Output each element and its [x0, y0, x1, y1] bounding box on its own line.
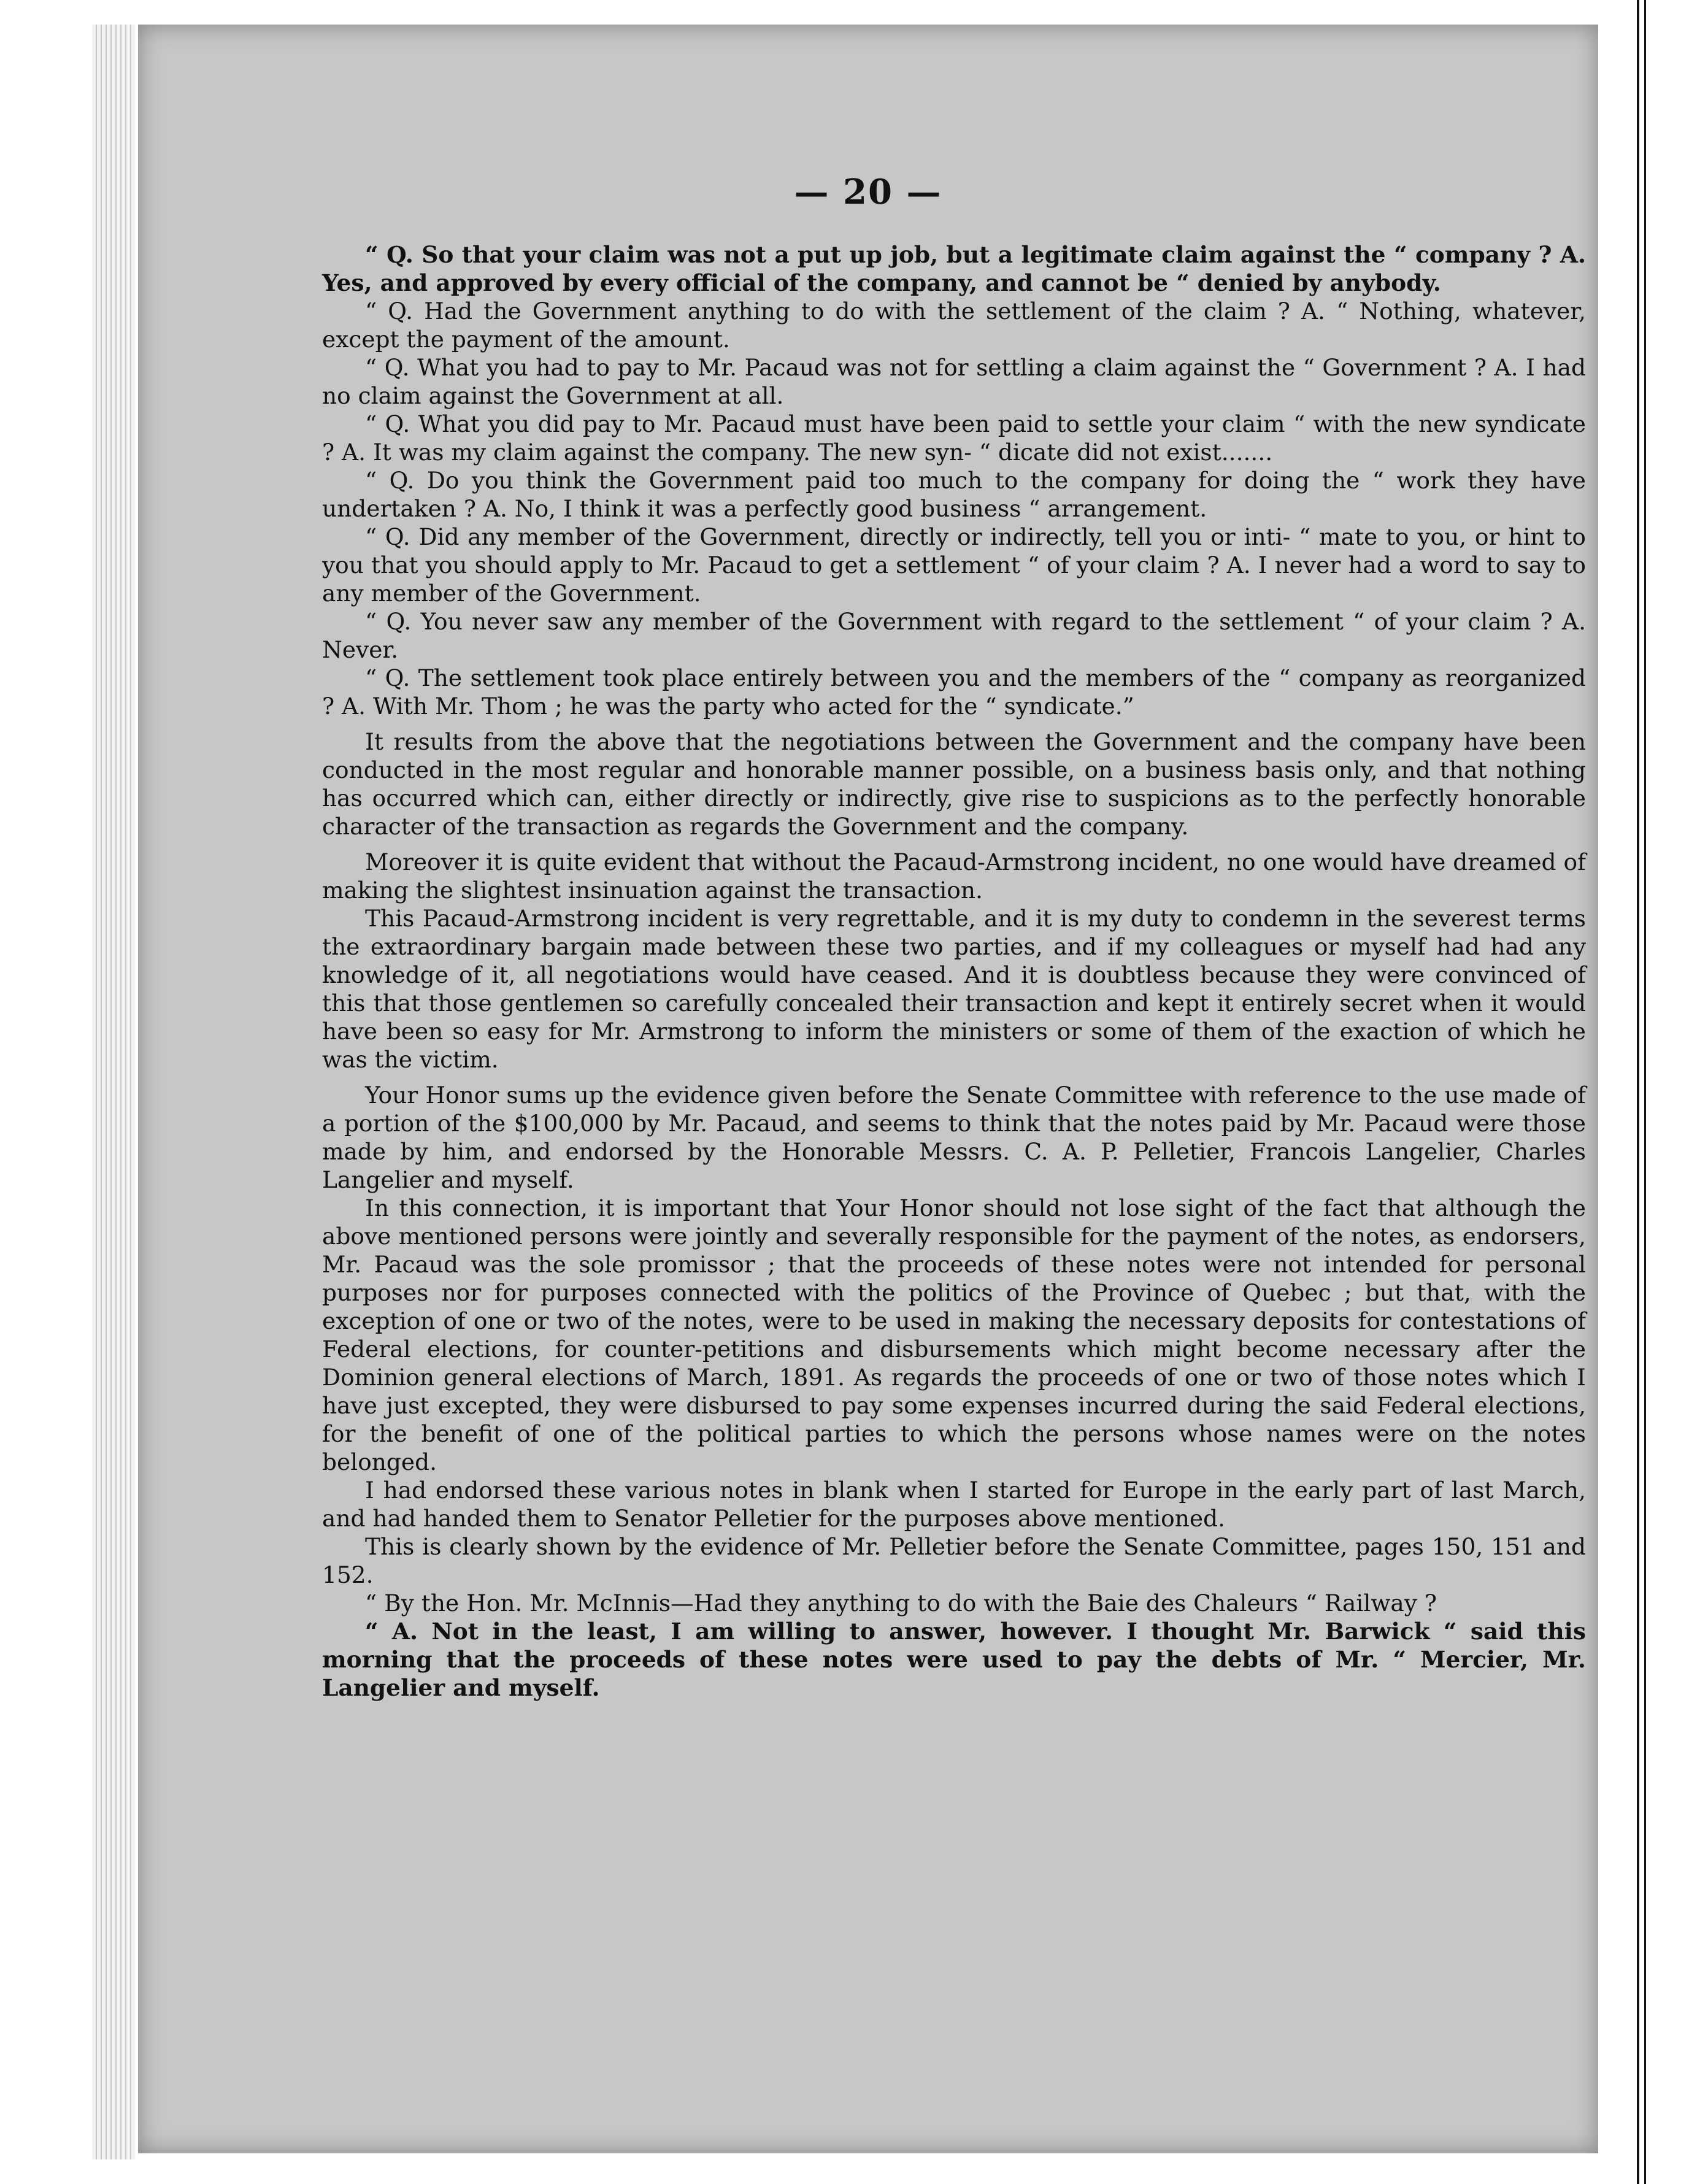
- page-edge-stack: [92, 25, 135, 2159]
- body-paragraph: Moreover it is quite evident that without the Pacaud-Armstrong incident, no one would have dreamed of making the slightest insinuation against the transaction.: [322, 848, 1586, 904]
- testimony-paragraph: “ Q. Did any member of the Government, directly or indirectly, tell you or inti- “ mate to you, or hint to you that you should apply to Mr. Pacaud to get a settlement “ of your claim ? A. I never had a word to say to any member of the Government.: [322, 523, 1586, 607]
- body-paragraph: In this connection, it is important that Your Honor should not lose sight of the fact that although the above mentioned persons were jointly and severally responsible for the payment of the notes, as endorsers, Mr. Pacaud was the sole promissor ; that the proceeds of these notes were not intended for personal purposes nor for purposes connected with the politics of the Province of Quebec ; but that, with the exception of one or two of the notes, were to be used in making the necessary deposits for contestations of Federal elections, for counter-petitions and disbursements which might become necessary after the Dominion general elections of March, 1891. As regards the proceeds of one or two of those notes which I have just excepted, they were disbursed to pay some expenses incurred during the said Federal elections, for the benefit of one of the political parties to which the persons whose names were on the notes belonged.: [322, 1194, 1586, 1475]
- body-paragraph: This Pacaud-Armstrong incident is very regrettable, and it is my duty to condemn in the severest terms the extraordinary bargain made between these two parties, and if my colleagues or myself had had any knowledge of it, all negotiations would have ceased. And it is doubtless because they were convinced of this that those gentlemen so carefully concealed their transaction and kept it entirely secret when it would have been so easy for Mr. Armstrong to inform the ministers or some of them of the exaction of which he was the victim.: [322, 905, 1586, 1073]
- page-number: — 20 —: [794, 172, 942, 212]
- body-paragraph: Your Honor sums up the evidence given before the Senate Committee with reference to the use made of a portion of the $100,000 by Mr. Pacaud, and seems to think that the notes paid by Mr. Pacaud were those made by him, and endorsed by the Honorable Messrs. C. A. P. Pelletier, Francois Langelier, Charles Langelier and myself.: [322, 1082, 1586, 1193]
- testimony-paragraph: “ Q. You never saw any member of the Government with regard to the settlement “ of your claim ? A. Never.: [322, 608, 1586, 663]
- testimony-paragraph: “ Q. Had the Government anything to do with the settlement of the claim ? A. “ Nothing, whatever, except the payment of the amount.: [322, 298, 1586, 353]
- testimony-paragraph: “ Q. Do you think the Government paid too much to the company for doing the “ work they have undertaken ? A. No, I think it was a perfectly good business “ arrangement.: [322, 467, 1586, 522]
- testimony-paragraph: “ By the Hon. Mr. McInnis—Had they anything to do with the Baie des Chaleurs “ Railway ?: [365, 1590, 1437, 1617]
- body-paragraph: I had endorsed these various notes in blank when I started for Europe in the early part of last March, and had handed them to Senator Pelletier for the purposes above mentioned.: [322, 1477, 1586, 1532]
- scanner-border-line: [1637, 0, 1639, 2184]
- scanner-border-line: [1644, 0, 1646, 2184]
- testimony-paragraph: “ Q. The settlement took place entirely between you and the members of the “ company as reorganized ? A. With Mr. Thom ; he was the party who acted for the “ syndicate.”: [322, 664, 1586, 720]
- testimony-paragraph: “ A. Not in the least, I am willing to answer, however. I thought Mr. Barwick “ said this morning that the proceeds of these notes were used to pay the debts of Mr. “ Mercier, Mr. Langelier and myself.: [322, 1618, 1586, 1701]
- body-paragraph: This is clearly shown by the evidence of Mr. Pelletier before the Senate Committee, pages 150, 151 and 152.: [322, 1533, 1586, 1588]
- testimony-paragraph: “ Q. What you did pay to Mr. Pacaud must have been paid to settle your claim “ with the new syndicate ? A. It was my claim against the company. The new syn- “ dicate did not exist.......: [322, 410, 1586, 466]
- testimony-paragraph: “ Q. What you had to pay to Mr. Pacaud was not for settling a claim against the “ Government ? A. I had no claim against the Government at all.: [322, 354, 1586, 409]
- testimony-paragraph: “ Q. So that your claim was not a put up job, but a legitimate claim against the “ company ? A. Yes, and approved by every official of the company, and cannot be “ denied by anybody.: [322, 241, 1586, 296]
- body-paragraph: It results from the above that the negotiations between the Government and the company have been conducted in the most regular and honorable manner possible, on a business basis only, and that nothing has occurred which can, either directly or indirectly, give rise to suspicions as to the perfectly honorable character of the transaction as regards the Government and the company.: [322, 728, 1586, 840]
- body-text: [322, 240, 1586, 1702]
- document-page: [138, 25, 1598, 2153]
